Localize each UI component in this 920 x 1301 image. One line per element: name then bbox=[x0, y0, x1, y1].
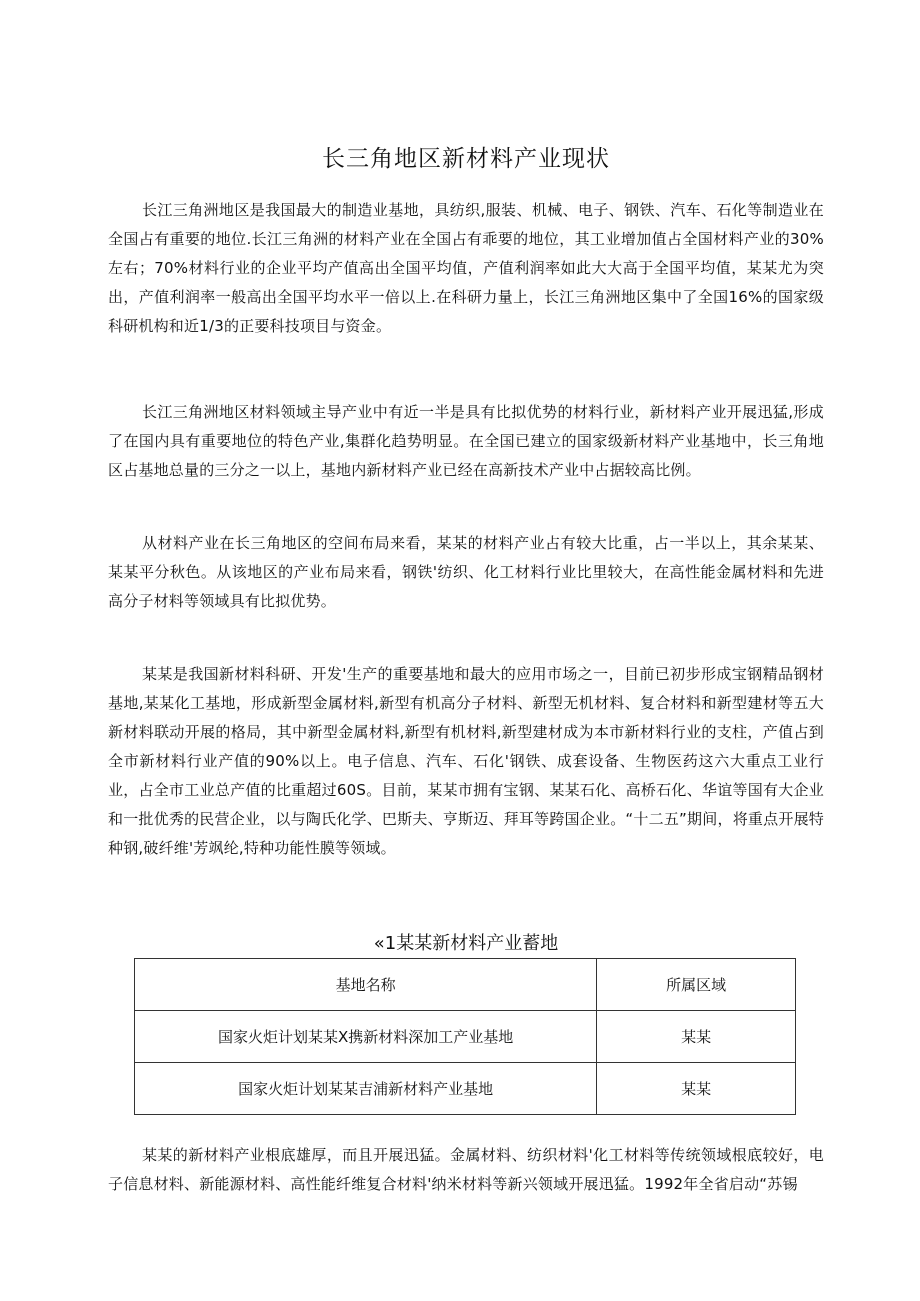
paragraph-2: 长江三角洲地区材料领域主导产业中有近一半是具有比拟优势的材料行业，新材料产业开展迅猛,形成了在国内具有重要地位的特色产业,集群化趋势明显。在全国已建立的国家级新材料产业基地中，长三角地区占基地总量的三分之一以上，基地内新材料产业已经在高新技术产业中占据较高比例。 bbox=[108, 403, 824, 479]
cell-region: 某某 bbox=[597, 1011, 796, 1063]
table-header-row bbox=[135, 959, 796, 1011]
header-base-name: 基地名称 bbox=[135, 959, 597, 1011]
table-caption: «1某某新材料产业蓄地 bbox=[373, 933, 559, 954]
cell-region: 某某 bbox=[597, 1063, 796, 1115]
table-row bbox=[135, 1063, 796, 1115]
paragraph-3: 从材料产业在长三角地区的空间布局来看，某某的材料产业占有较大比重，占一半以上，其余某某、某某平分秋色。从该地区的产业布局来看，钢铁'纺织、化工材料行业比里较大，在高性能金属材料和先进高分子材料等领域具有比拟优势。 bbox=[108, 534, 824, 610]
cell-base-name: 国家火炬计划某某吉浦新材料产业基地 bbox=[135, 1063, 597, 1115]
table-row bbox=[135, 1011, 796, 1063]
material-base-table bbox=[134, 958, 796, 1115]
paragraph-5: 某某的新材料产业根底雄厚，而且开展迅猛。金属材料、纺织材料'化工材料等传统领域根底较好，电子信息材料、新能源材料、高性能纤维复合材料'纳米材料等新兴领域开展迅猛。1992年全省启动“苏锡 bbox=[108, 1146, 824, 1193]
header-region: 所属区域 bbox=[597, 959, 796, 1011]
document-title: 长三角地区新材料产业现状 bbox=[322, 146, 610, 172]
paragraph-4: 某某是我国新材料科研、开发'生产的重要基地和最大的应用市场之一，目前已初步形成宝钢精品钢材基地,某某化工基地，形成新型金属材料,新型有机高分子材料、新型无机材料、复合材料和新型建材等五大新材料联动开展的格局，其中新型金属材料,新型有机材料,新型建材成为本市新材料行业的支柱，产值占到全市新材料行业产值的90%以上。电子信息、汽车、石化'钢铁、成套设备、生物医药这六大重点工业行业，占全市工业总产值的比重超过60S。目前，某某市拥有宝钢、某某石化、高桥石化、华谊等国有大企业和一批优秀的民营企业，以与陶氏化学、巴斯夫、亨斯迈、拜耳等跨国企业。“十二五”期间，将重点开展特种钢,破纤维'芳飒纶,特种功能性膜等领域。 bbox=[108, 665, 824, 857]
paragraph-1: 长江三角洲地区是我国最大的制造业基地，具纺织,服装、机械、电子、钢铁、汽车、石化等制造业在全国占有重要的地位.长江三角洲的材料产业在全国占有乖要的地位，其工业增加值占全国材料产业的30%左右；70%材料行业的企业平均产值高出全国平均值，产值利润率如此大大高于全国平均值，某某尤为突出，产值利润率一般高出全国平均水平一倍以上.在科研力量上，长江三角洲地区集中了全国16%的国家级科研机构和近1/3的正要科技项目与资金。 bbox=[108, 201, 824, 335]
cell-base-name: 国家火炬计划某某X携新材料深加工产业基地 bbox=[135, 1011, 597, 1063]
